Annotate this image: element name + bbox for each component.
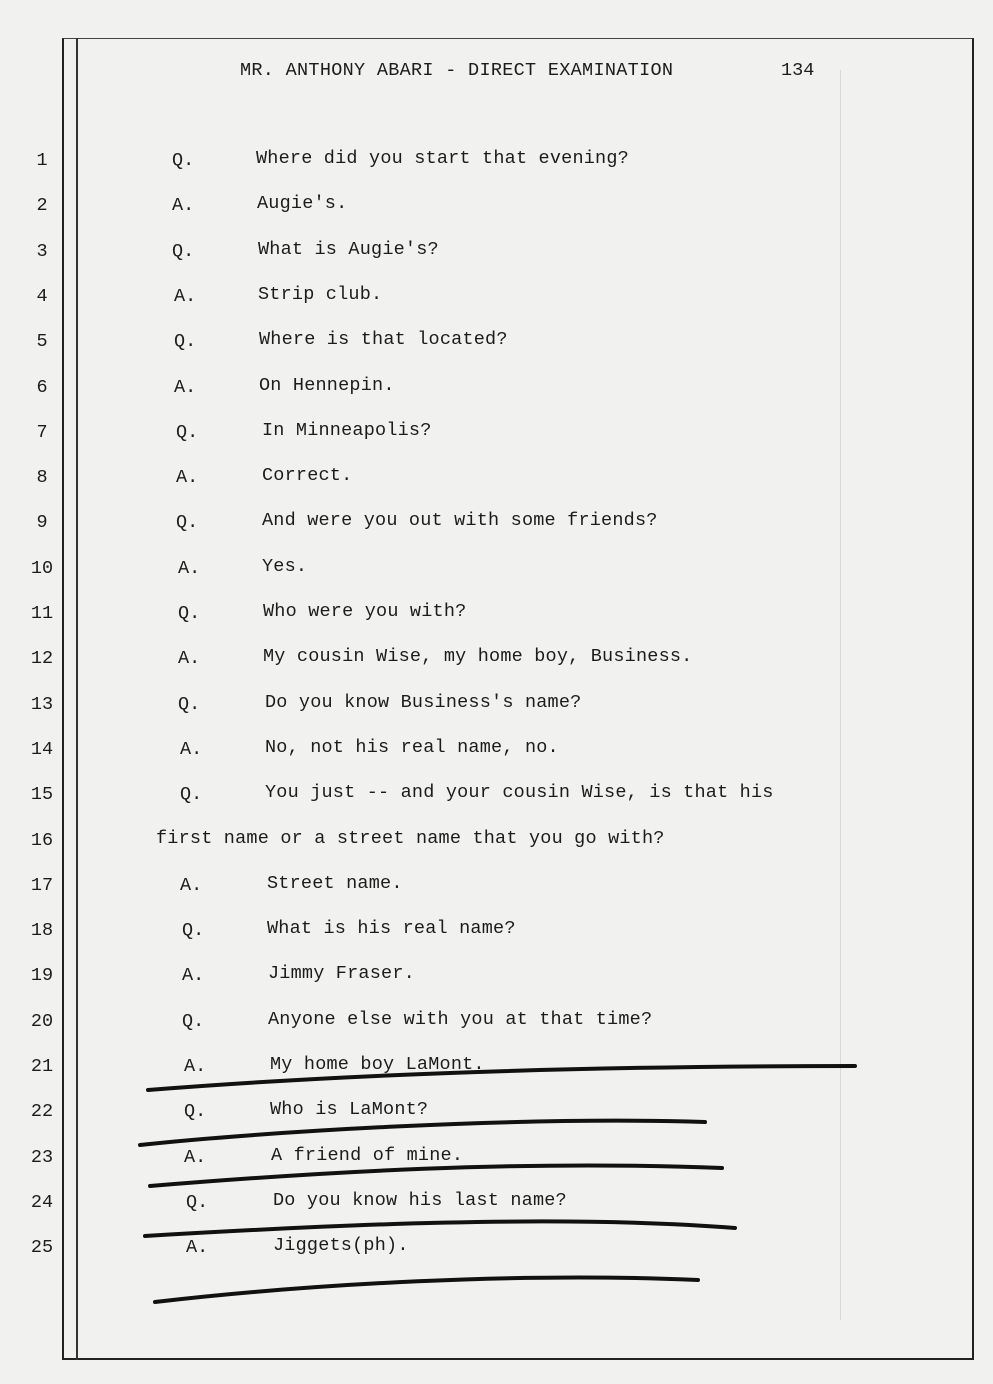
line-text: You just -- and your cousin Wise, is that his <box>265 782 774 804</box>
line-text: Augie's. <box>257 193 348 215</box>
speaker-label: Q. <box>178 693 201 715</box>
speaker-label: Q. <box>186 1191 209 1213</box>
line-text: Jiggets(ph). <box>273 1235 409 1257</box>
speaker-label: Q. <box>184 1101 207 1123</box>
speaker-label: A. <box>182 965 205 987</box>
line-text: No, not his real name, no. <box>265 736 559 758</box>
line-number: 7 <box>36 421 48 443</box>
line-text: My cousin Wise, my home boy, Business. <box>263 646 693 668</box>
speaker-label: A. <box>174 285 197 307</box>
line-number: 8 <box>36 467 48 489</box>
line-text: Anyone else with you at that time? <box>268 1008 653 1030</box>
line-text: Where is that located? <box>259 329 508 351</box>
line-number: 24 <box>30 1191 54 1213</box>
speaker-label: A. <box>184 1056 207 1077</box>
line-number: 22 <box>30 1101 54 1123</box>
line-number: 21 <box>30 1056 54 1077</box>
line-text: Who were you with? <box>263 601 467 622</box>
line-number: 25 <box>30 1237 54 1259</box>
line-number: 19 <box>30 965 54 987</box>
speaker-label: Q. <box>180 784 203 806</box>
line-text: Do you know his last name? <box>273 1189 567 1211</box>
page-number: 134 <box>781 60 815 81</box>
line-number: 6 <box>36 376 48 398</box>
speaker-label: A. <box>178 648 201 670</box>
line-text: Yes. <box>262 555 308 577</box>
line-number: 11 <box>30 603 54 624</box>
speaker-label: A. <box>180 738 203 760</box>
page-header-title: MR. ANTHONY ABARI - DIRECT EXAMINATION <box>240 60 674 81</box>
speaker-label: A. <box>176 467 199 489</box>
line-number: 15 <box>30 784 54 806</box>
line-text: Correct. <box>262 465 353 487</box>
line-text: What is his real name? <box>267 918 516 940</box>
line-text: In Minneapolis? <box>262 419 432 441</box>
speaker-label: A. <box>178 557 201 579</box>
speaker-label: Q. <box>178 603 201 624</box>
line-number: 23 <box>30 1146 54 1168</box>
line-number: 5 <box>36 331 48 353</box>
line-number: 18 <box>30 920 54 942</box>
line-text: Where did you start that evening? <box>256 148 629 169</box>
line-text: My home boy LaMont. <box>270 1054 485 1075</box>
line-number: 3 <box>36 240 48 262</box>
line-number-margin-rule <box>76 38 78 1360</box>
line-text: What is Augie's? <box>258 238 439 260</box>
speaker-label: Q. <box>174 331 197 353</box>
speaker-label: A. <box>180 874 203 896</box>
speaker-label: Q. <box>182 920 205 942</box>
line-text: Street name. <box>267 872 403 894</box>
line-text: Do you know Business's name? <box>265 691 582 713</box>
line-number: 14 <box>30 738 54 760</box>
speaker-label: A. <box>184 1146 207 1168</box>
line-number: 17 <box>30 874 54 896</box>
speaker-label: A. <box>186 1237 209 1259</box>
speaker-label: Q. <box>172 150 195 171</box>
speaker-label: Q. <box>176 421 199 443</box>
speaker-label: Q. <box>176 512 199 534</box>
speaker-label: A. <box>172 195 195 217</box>
speaker-label: Q. <box>172 240 195 262</box>
line-text: first name or a street name that you go with? <box>156 827 665 849</box>
speaker-label: A. <box>174 376 197 398</box>
bleed-through-rule <box>840 70 841 1320</box>
line-text: Who is LaMont? <box>270 1099 429 1121</box>
line-number: 20 <box>30 1010 54 1032</box>
line-number: 4 <box>36 285 48 307</box>
line-text: And were you out with some friends? <box>262 510 658 532</box>
line-text: Jimmy Fraser. <box>268 963 415 985</box>
line-number: 10 <box>30 557 54 579</box>
line-number: 12 <box>30 648 54 670</box>
line-number: 16 <box>30 829 54 851</box>
line-number: 9 <box>36 512 48 534</box>
line-text: A friend of mine. <box>271 1144 464 1166</box>
line-number: 1 <box>36 150 48 171</box>
line-text: On Hennepin. <box>259 374 395 396</box>
line-number: 13 <box>30 693 54 715</box>
line-number: 2 <box>36 195 48 217</box>
line-text: Strip club. <box>258 283 383 305</box>
speaker-label: Q. <box>182 1010 205 1032</box>
